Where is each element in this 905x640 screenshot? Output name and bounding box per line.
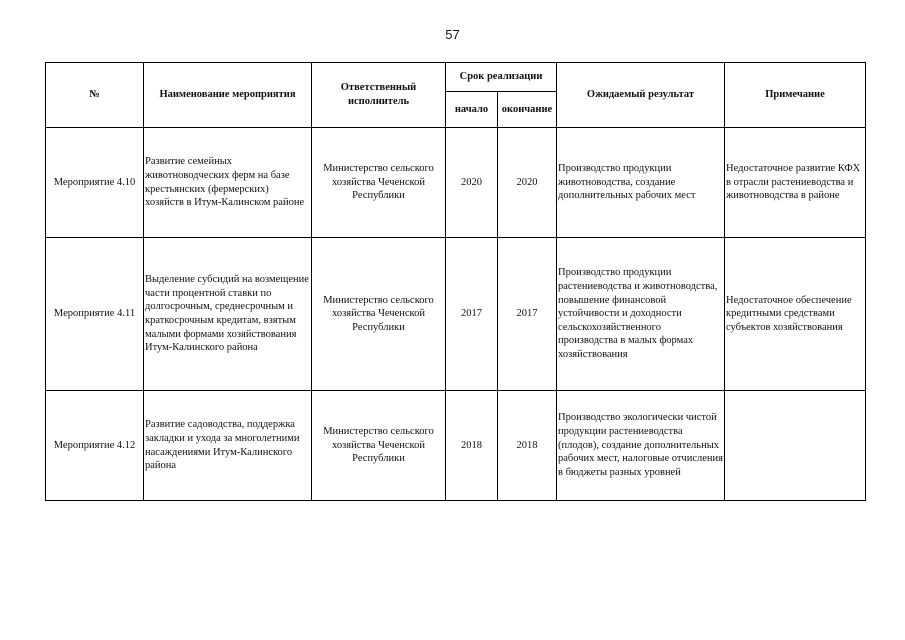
header-row bbox=[46, 63, 866, 92]
header-period: Срок реализации bbox=[446, 63, 557, 92]
header-start: начало bbox=[446, 92, 498, 128]
cell-executor: Министерство сельского хозяйства Чеченской Республики bbox=[312, 128, 446, 238]
cell-result: Производство экологически чистой продукции растениеводства (плодов), создание дополнительных рабочих мест, налоговые отчисления в бюджеты разных уровней bbox=[557, 391, 725, 501]
header-executor: Ответственный исполнитель bbox=[312, 63, 446, 128]
cell-num: Мероприятие 4.10 bbox=[46, 128, 144, 238]
cell-name: Развитие садоводства, поддержка закладки и ухода за многолетними насаждениями Итум-Калинского района bbox=[144, 391, 312, 501]
cell-end: 2018 bbox=[498, 391, 557, 501]
cell-end: 2020 bbox=[498, 128, 557, 238]
cell-end: 2017 bbox=[498, 238, 557, 391]
cell-num: Мероприятие 4.12 bbox=[46, 391, 144, 501]
header-name: Наименование мероприятия bbox=[144, 63, 312, 128]
activities-table bbox=[45, 62, 866, 501]
cell-result: Производство продукции растениеводства и животноводства, повышение финансовой устойчивости и доходности сельскохозяйственного производства в малых формах хозяйствования bbox=[557, 238, 725, 391]
cell-note bbox=[725, 391, 866, 501]
header-note: Примечание bbox=[725, 63, 866, 128]
cell-result: Производство продукции животноводства, создание дополнительных рабочих мест bbox=[557, 128, 725, 238]
cell-name: Выделение субсидий на возмещение части процентной ставки по долгосрочным, среднесрочным и краткосрочным кредитам, взятым малыми формами хозяйствования Итум-Калинского района bbox=[144, 238, 312, 391]
cell-start: 2018 bbox=[446, 391, 498, 501]
cell-executor: Министерство сельского хозяйства Чеченской Республики bbox=[312, 391, 446, 501]
cell-note: Недостаточное обеспечение кредитными средствами субъектов хозяйствования bbox=[725, 238, 866, 391]
table-row bbox=[46, 391, 866, 501]
cell-name: Развитие семейных животноводческих ферм на базе крестьянских (фермерских) хозяйств в Итум-Калинском районе bbox=[144, 128, 312, 238]
cell-num: Мероприятие 4.11 bbox=[46, 238, 144, 391]
header-num: № bbox=[46, 63, 144, 128]
table-row bbox=[46, 238, 866, 391]
header-result: Ожидаемый результат bbox=[557, 63, 725, 128]
header-end: окончание bbox=[498, 92, 557, 128]
page-number: 57 bbox=[445, 27, 460, 42]
cell-note: Недостаточное развитие КФХ в отрасли растениеводства и животноводства в районе bbox=[725, 128, 866, 238]
cell-executor: Министерство сельского хозяйства Чеченской Республики bbox=[312, 238, 446, 391]
cell-start: 2020 bbox=[446, 128, 498, 238]
cell-start: 2017 bbox=[446, 238, 498, 391]
table-row bbox=[46, 128, 866, 238]
